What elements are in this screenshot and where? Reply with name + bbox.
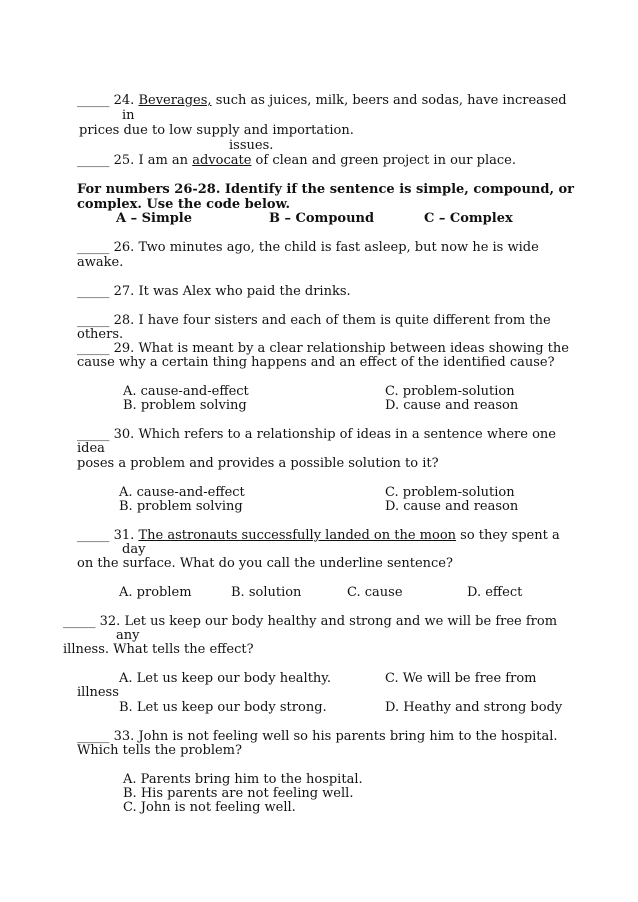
question-31-option-a: A. problem <box>119 585 192 600</box>
code-compound: B – Compound <box>269 211 375 226</box>
question-32-option-a: A. Let us keep our body healthy. <box>119 671 332 686</box>
question-29-line-1 <box>77 341 569 356</box>
question-text: 26. Two minutes ago, the child is fast asleep, but now he is wide <box>113 240 539 255</box>
underlined-word: Beverages, <box>138 93 212 108</box>
question-28-line-2: others. <box>77 327 124 342</box>
question-27 <box>77 284 351 299</box>
question-32-option-c: C. We will be free from <box>385 671 537 686</box>
question-24-wrap: in <box>122 108 135 123</box>
question-text: such as juices, milk, beers and sodas, have increased <box>215 93 567 108</box>
question-31-line-2: on the surface. What do you call the underline sentence? <box>77 556 453 571</box>
question-33-option-a: A. Parents bring him to the hospital. <box>123 772 363 787</box>
question-29-option-d: D. cause and reason <box>385 398 519 413</box>
question-33-line-1 <box>77 729 558 744</box>
question-text: so they spent a <box>460 528 560 543</box>
question-30-wrap: idea <box>77 441 105 456</box>
code-complex: C – Complex <box>424 211 513 226</box>
question-30-option-a: A. cause-and-effect <box>119 485 245 500</box>
question-28-line-1 <box>77 313 551 328</box>
question-32-option-d: D. Heathy and strong body <box>385 700 563 715</box>
question-29-option-a: A. cause-and-effect <box>123 384 249 399</box>
question-31-option-c: C. cause <box>347 585 403 600</box>
question-32-wrap: any <box>116 628 140 643</box>
answer-blank: _____ <box>77 153 110 168</box>
instructions-line-2: complex. Use the code below. <box>77 197 291 212</box>
question-29-option-c: C. problem-solution <box>385 384 515 399</box>
answer-blank: _____ <box>77 240 110 255</box>
question-number: 31. <box>113 528 135 543</box>
answer-blank: _____ <box>77 284 110 299</box>
question-text: of clean and green project in our place. <box>255 153 516 168</box>
question-31-option-d: D. effect <box>467 585 523 600</box>
question-text: 30. Which refers to a relationship of ideas in a sentence where one <box>113 427 556 442</box>
question-33-line-2: Which tells the problem? <box>77 743 242 758</box>
question-text: 25. I am an <box>113 153 189 168</box>
instructions-line-1: For numbers 26-28. Identify if the sentence is simple, compound, or <box>77 182 575 197</box>
question-24-line-3: issues. <box>229 138 274 153</box>
question-24-line-2: prices due to low supply and importation. <box>79 123 354 138</box>
question-text: 28. I have four sisters and each of them is quite different from the <box>113 313 551 328</box>
answer-blank: _____ <box>63 614 96 629</box>
question-24-line-1 <box>77 93 567 108</box>
question-text: 27. It was Alex who paid the drinks. <box>113 284 351 299</box>
question-33-option-b: B. His parents are not feeling well. <box>123 786 354 801</box>
question-number: 24. <box>113 93 135 108</box>
answer-blank: _____ <box>77 341 110 356</box>
question-30-option-c: C. problem-solution <box>385 485 515 500</box>
question-31-wrap: day <box>122 542 146 557</box>
answer-blank: _____ <box>77 313 110 328</box>
question-text: 29. What is meant by a clear relationship between ideas showing the <box>113 341 569 356</box>
question-29-line-2: cause why a certain thing happens and an effect of the identified cause? <box>77 355 555 370</box>
question-26-line-1 <box>77 240 539 255</box>
question-32-option-b: B. Let us keep our body strong. <box>119 700 327 715</box>
question-30-line-1 <box>77 427 556 442</box>
answer-blank: _____ <box>77 93 110 108</box>
question-text: 33. John is not feeling well so his parents bring him to the hospital. <box>113 729 558 744</box>
question-32-option-c-wrap: illness <box>77 685 119 700</box>
question-30-option-b: B. problem solving <box>119 499 243 514</box>
question-text: 32. Let us keep our body healthy and strong and we will be free from <box>99 614 558 629</box>
question-33-option-c: C. John is not feeling well. <box>123 800 296 815</box>
answer-blank: _____ <box>77 729 110 744</box>
question-31-option-b: B. solution <box>231 585 302 600</box>
answer-blank: _____ <box>77 427 110 442</box>
underlined-word: advocate <box>192 153 252 168</box>
question-31-line-1 <box>77 528 560 543</box>
question-30-line-2: poses a problem and provides a possible solution to it? <box>77 456 439 471</box>
question-30-option-d: D. cause and reason <box>385 499 519 514</box>
question-25 <box>77 153 516 168</box>
underlined-sentence: The astronauts successfully landed on the moon <box>138 528 457 543</box>
question-29-option-b: B. problem solving <box>123 398 247 413</box>
question-32-line-1 <box>63 614 557 629</box>
answer-blank: _____ <box>77 528 110 543</box>
code-simple: A – Simple <box>116 211 193 226</box>
question-26-line-2: awake. <box>77 255 124 270</box>
question-32-line-2: illness. What tells the effect? <box>63 642 254 657</box>
